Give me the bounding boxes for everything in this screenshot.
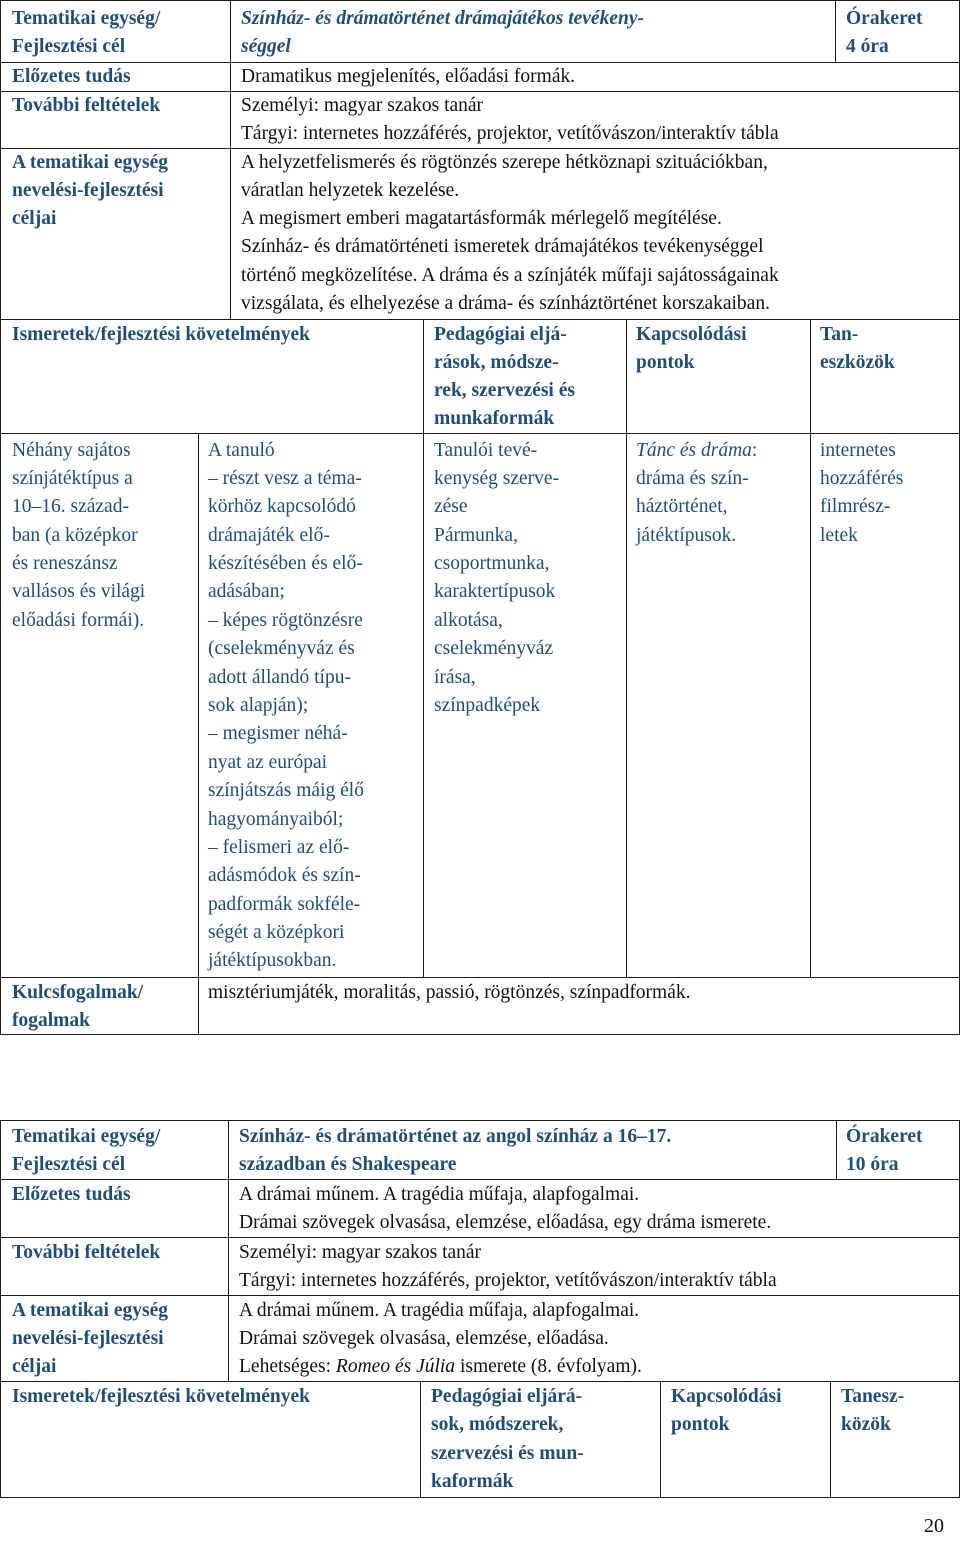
col-header-methods: Pedagógiai eljá- [434, 324, 567, 345]
knowledge-line: Néhány sajátos [12, 440, 131, 461]
method-line: alkotása, [434, 610, 503, 631]
goals-text: Színház- és drámatörténeti ismeretek drámajátékos tevékenységgel [241, 236, 764, 257]
col-header-methods: Pedagógiai eljárá- [431, 1386, 583, 1407]
requirement-line: körhöz kapcsolódó [208, 496, 356, 517]
requirement-line: színjátszás máig élő [208, 780, 364, 801]
connection-line: játéktípusok. [636, 525, 737, 546]
method-line: csoportmunka, [434, 553, 550, 574]
goals-text: A helyzetfelismerés és rögtönzés szerepe hétköznapi szituációkban, [241, 152, 768, 173]
keywords-label: Kulcsfogalmak/ [12, 982, 144, 1003]
topic-label: Fejlesztési cél [12, 1154, 126, 1175]
col-header-connections: Kapcsolódási [671, 1386, 782, 1407]
goals-text-prefix: Lehetséges: [239, 1356, 336, 1377]
conditions-text: Személyi: magyar szakos tanár [241, 95, 484, 116]
prior-knowledge-label: Előzetes tudás [12, 66, 131, 87]
topic-title: séggel [241, 36, 291, 57]
conditions-label: További feltételek [12, 1242, 161, 1263]
rule [0, 1120, 1, 1498]
tool-line: letek [820, 525, 858, 546]
hours-value: 4 óra [846, 36, 889, 57]
conditions-text: Személyi: magyar szakos tanár [239, 1242, 482, 1263]
rule [836, 1120, 837, 1180]
goals-text: Drámai szövegek olvasása, elemzése, előadása. [239, 1328, 609, 1349]
goals-label: nevelési-fejlesztési [12, 1328, 164, 1349]
method-line: Pármunka, [434, 525, 518, 546]
prior-knowledge-text: Drámai szövegek olvasása, elemzése, előadása, egy dráma ismerete. [239, 1212, 772, 1233]
requirement-line: – részt vesz a téma- [208, 468, 362, 489]
col-header-requirements: Ismeretek/fejlesztési követelmények [12, 324, 310, 345]
rule [830, 1381, 831, 1498]
connection-line: háztörténet, [636, 496, 728, 517]
method-line: zése [434, 496, 468, 517]
requirement-line: – képes rögtönzésre [208, 610, 363, 631]
hours-label: Órakeret [846, 1126, 923, 1147]
requirement-line: hagyományaiból; [208, 809, 344, 830]
requirement-line: készítésében és elő- [208, 553, 363, 574]
rule [0, 1179, 960, 1180]
goals-text: történő megközelítése. A dráma és a színjáték műfaji sajátosságainak [241, 265, 779, 286]
requirement-line: adásában; [208, 581, 285, 602]
prior-knowledge-label: Előzetes tudás [12, 1184, 131, 1205]
method-line: Tanulói tevé- [434, 440, 538, 461]
knowledge-line: ban (a középkor [12, 525, 138, 546]
prior-knowledge-text: A drámai műnem. A tragédia műfaja, alapfogalmai. [239, 1184, 640, 1205]
knowledge-line: és reneszánsz [12, 553, 118, 574]
goals-text: vizsgálata, és elhelyezése a dráma- és színháztörténet korszakaiban. [241, 293, 770, 314]
conditions-label: További feltételek [12, 95, 161, 116]
hours-value: 10 óra [846, 1154, 899, 1175]
goals-text: A drámai műnem. A tragédia műfaja, alapfogalmai. [239, 1300, 640, 1321]
col-header-methods: sok, módszerek, [431, 1414, 564, 1435]
requirement-line: játéktípusokban. [208, 950, 337, 971]
topic-label: Tematikai egység/ [12, 8, 161, 29]
goals-text: A megismert emberi magatartásformák mérlegelő megítélése. [241, 208, 722, 229]
tool-line: hozzáférés [820, 468, 904, 489]
goals-label: nevelési-fejlesztési [12, 180, 164, 201]
method-line: színpadképek [434, 695, 541, 716]
requirement-line: A tanuló [208, 440, 275, 461]
knowledge-line: színjátéktípus a [12, 468, 133, 489]
rule [0, 1120, 960, 1121]
col-header-connections: pontok [671, 1414, 730, 1435]
method-line: karaktertípusok [434, 581, 556, 602]
topic-title: Színház- és drámatörténet drámajátékos tevékeny- [241, 8, 644, 29]
knowledge-line: vallásos és világi [12, 581, 146, 602]
knowledge-line: 10–16. század- [12, 496, 129, 517]
connection-subject-name: Tánc és dráma [636, 440, 752, 461]
tool-line: filmrész- [820, 496, 891, 517]
col-header-methods: szervezési és mun- [431, 1443, 584, 1464]
requirement-line: nyat az európai [208, 752, 328, 773]
col-header-methods: rások, módsze- [434, 352, 559, 373]
rule [0, 1497, 960, 1498]
requirement-line: – megismer néhá- [208, 723, 348, 744]
requirement-line: drámajáték elő- [208, 525, 330, 546]
connection-subject-colon: : [751, 440, 758, 461]
rule [420, 1381, 421, 1498]
goals-text-title: Romeo és Júlia [335, 1356, 456, 1377]
requirement-line: – felismeri az elő- [208, 837, 350, 858]
col-header-requirements: Ismeretek/fejlesztési követelmények [12, 1386, 310, 1407]
topic-label: Tematikai egység/ [12, 1126, 161, 1147]
goals-label: céljai [12, 208, 57, 229]
method-line: írása, [434, 667, 476, 688]
prior-knowledge-text: Dramatikus megjelenítés, előadási formák. [241, 66, 576, 87]
requirement-line: (cselekményváz és [208, 638, 355, 659]
conditions-text: Tárgyi: internetes hozzáférés, projektor, vetítővászon/interaktív tábla [239, 1270, 777, 1291]
requirement-line: ségét a középkori [208, 922, 345, 943]
hours-label: Órakeret [846, 8, 923, 29]
col-header-tools: eszközök [820, 352, 895, 373]
keywords-text: misztériumjáték, moralitás, passió, rögtönzés, színpadformák. [208, 982, 691, 1003]
tool-line: internetes [820, 440, 896, 461]
col-header-connections: Kapcsolódási [636, 324, 747, 345]
col-header-connections: pontok [636, 352, 695, 373]
knowledge-line: előadási formái). [12, 610, 145, 631]
col-header-methods: kaformák [431, 1471, 514, 1492]
connection-line: dráma és szín- [636, 468, 749, 489]
conditions-text: Tárgyi: internetes hozzáférés, projektor, vetítővászon/interaktív tábla [241, 123, 779, 144]
topic-title: Színház- és drámatörténet az angol színház a 16–17. [239, 1126, 672, 1147]
goals-text-suffix: ismerete (8. évfolyam). [455, 1356, 642, 1377]
requirement-line: adott állandó típu- [208, 667, 351, 688]
col-header-tools: közök [841, 1414, 891, 1435]
method-line: cselekményváz [434, 638, 554, 659]
col-header-tools: Tanesz- [841, 1386, 905, 1407]
requirement-line: sok alapján); [208, 695, 309, 716]
goals-text [239, 1353, 642, 1382]
rule [228, 1120, 229, 1382]
requirement-line: adásmódok és szín- [208, 865, 361, 886]
requirement-line: padformák sokféle- [208, 894, 361, 915]
page-number: 20 [924, 1515, 944, 1537]
keywords-label: fogalmak [12, 1010, 90, 1031]
rule [660, 1381, 661, 1498]
col-header-methods: munkaformák [434, 408, 555, 429]
goals-label: A tematikai egység [12, 152, 168, 173]
col-header-tools: Tan- [820, 324, 859, 345]
method-line: kenység szerve- [434, 468, 560, 489]
goals-label: A tematikai egység [12, 1300, 168, 1321]
goals-text: váratlan helyzetek kezelése. [241, 180, 460, 201]
goals-label: céljai [12, 1356, 57, 1377]
col-header-methods: rek, szervezési és [434, 380, 575, 401]
topic-label: Fejlesztési cél [12, 36, 126, 57]
topic-title: században és Shakespeare [239, 1154, 457, 1175]
